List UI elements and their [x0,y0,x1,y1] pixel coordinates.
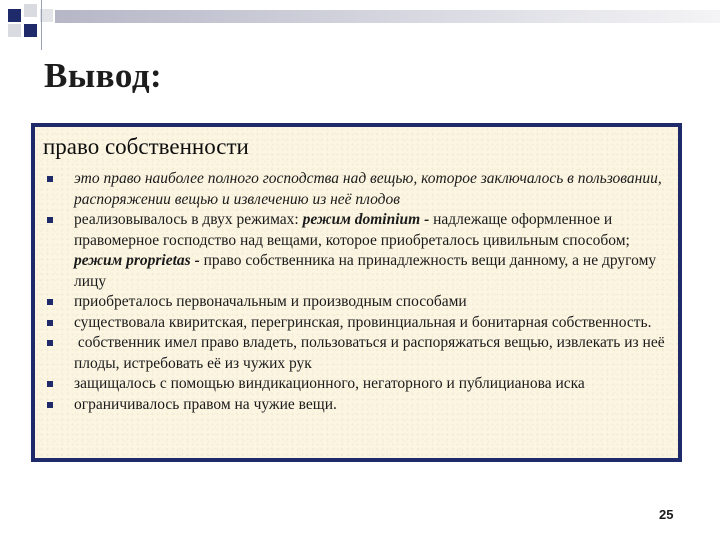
list-item [43,374,668,395]
list-item [43,395,668,416]
square-bullet-icon [47,340,53,346]
list-item [43,313,668,334]
square-bullet-icon [47,381,53,387]
slide-title: Вывод: [44,56,163,95]
square-bullet-icon [47,299,53,305]
square-bullet-icon [47,176,53,182]
square-bullet-icon [47,402,53,408]
decor-vertical-line [41,0,42,50]
list-item-text: это право наиболее полного господства над вещью, которое заключалось в пользовании, распоряжении вещью и извлечению из неё плодов [74,170,662,208]
bullet-list [43,169,668,415]
list-item [43,292,668,313]
decor-square-navy [24,24,37,37]
square-bullet-icon [47,320,53,326]
decor-square-grey [24,4,37,17]
list-item [43,210,668,292]
list-item-text: приобреталось первоначальным и производным способами [74,293,467,310]
list-item-text: собственник имел право владеть, пользоваться и распоряжаться вещью, извлекать из неё плоды, истребовать её из чужих рук [74,334,669,372]
decor-gradient-bar [55,10,720,23]
list-item-text: надлежаще оформленное и правомерное господство над вещами, которое приобреталось цивильным способом; [74,211,630,249]
list-item-text: защищалось с помощью виндикационного, негаторного и публицианова иска [74,375,585,392]
list-item-text: реализовывалось в двух режимах: [74,211,303,228]
list-item-text: право собственника на принадлежность вещи данному, а не другому лицу [74,252,657,290]
panel-heading: право собственности [43,134,249,159]
term-proprietas: режим proprietas - [74,252,200,269]
list-item [43,169,668,210]
decor-square-grey [8,24,21,37]
term-dominium: режим dominium - [302,211,430,228]
decor-square-navy [8,9,21,22]
content-panel [31,123,682,462]
list-item-text: существовала квиритская, перегринская, провинциальная и бонитарная собственность. [74,313,652,331]
page-number: 25 [659,507,674,522]
list-item-text: ограничивалось правом на чужие вещи. [74,395,337,413]
square-bullet-icon [47,217,53,223]
list-item [43,333,668,374]
